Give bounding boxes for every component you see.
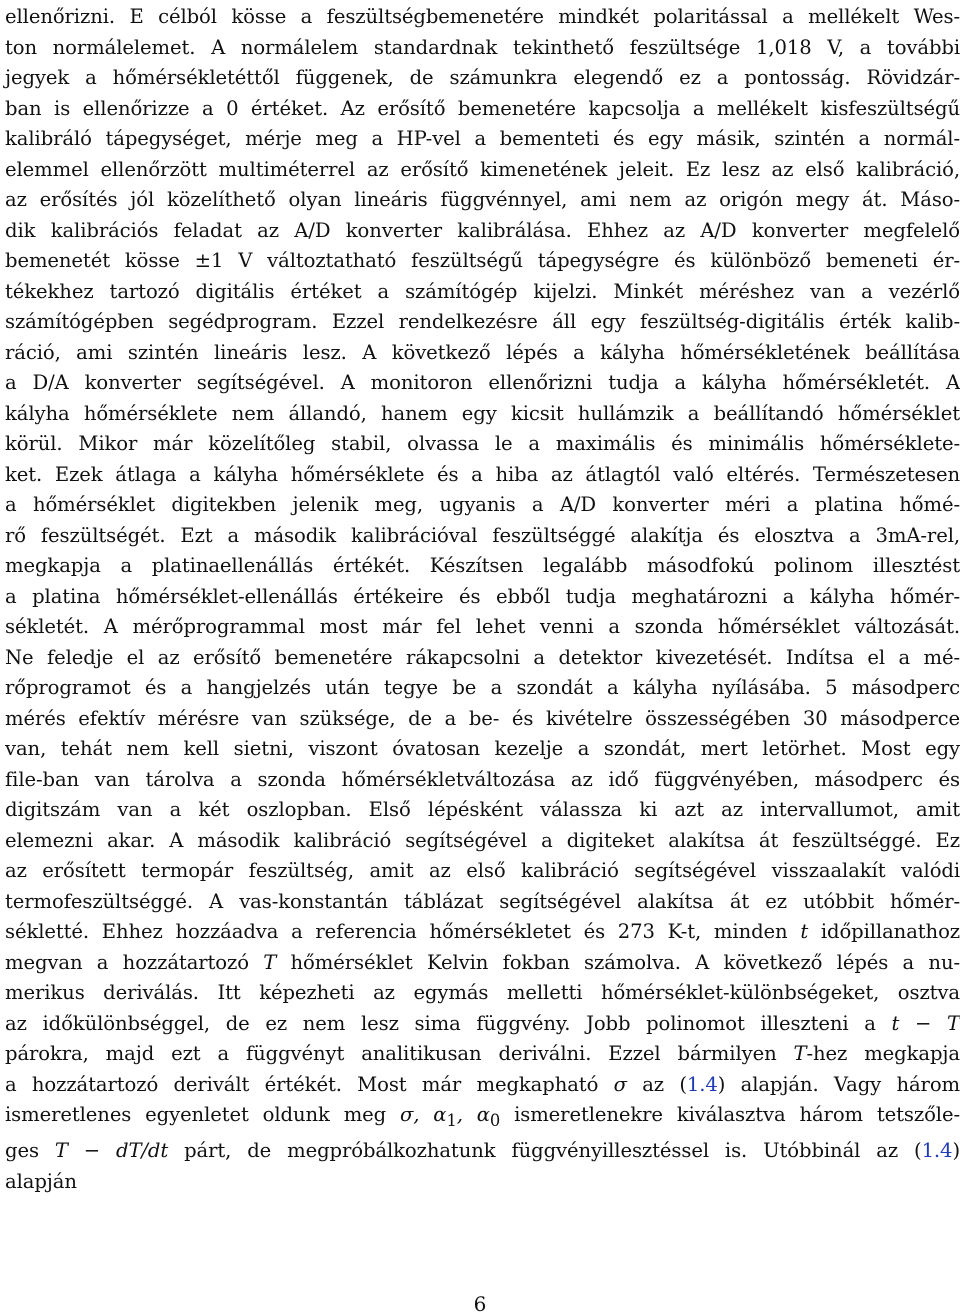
text-line: termofeszültséggé. A vas-konstantán táblázat segítségével alakítsa át ez utóbbit hőmér- <box>5 889 960 913</box>
text-line <box>5 1009 960 1040</box>
text-line: az erősítés jól közelíthető olyan lineáris függvénnyel, ami nem az origón megy át. Máso- <box>5 188 960 211</box>
math-expression: t − T <box>875 1011 960 1035</box>
text-line: ráció, ami szintén lineáris lesz. A következő lépés a kályha hőmérsékletének beállítása <box>5 340 960 364</box>
equation-reference-link[interactable]: 1.4 <box>921 1139 953 1163</box>
text-line: tékekhez tartozó digitális értéket a számítógép kijelzi. Minkét méréshez van a vezérlő <box>5 279 960 303</box>
text-line: jegyek a hőmérsékletéttől függenek, de számunkra elegendő ez a pontosság. Rövidzár- <box>5 66 960 89</box>
text-segment: sékletté. Ehhez hozzáadva a referencia hőmérsékletet és 273 K-t, minden <box>5 920 788 943</box>
math-variable: T <box>793 1042 807 1065</box>
text-segment: ges <box>5 1139 39 1163</box>
text-line <box>5 1100 960 1136</box>
text-line: kályha hőmérséklete nem állandó, hanem egy kicsit hullámzik a beállítandó hőmérséklet <box>5 401 960 425</box>
text-line: merikus deriválás. Itt képezheti az egymás melletti hőmérséklet-különbségeket, osztva <box>5 981 960 1004</box>
math-variable: σ <box>598 1072 627 1096</box>
text-line: rő feszültségét. Ezt a második kalibrációval feszültséggé alakítja és elosztva a 3mA-rel, <box>5 523 960 547</box>
text-line: elemezni akar. A második kalibráció segítségével a digiteket alakítsa át feszültséggé. Ez <box>5 828 960 852</box>
text-line: Ne feledje el az erősítő bemenetére rákapcsolni a detektor kivezetését. Indítsa el a mé- <box>5 645 960 669</box>
text-line: a hőmérséklet digitekben jelenik meg, ugyanis a A/D konverter méri a platina hőmé- <box>5 493 960 516</box>
text-line: a platina hőmérséklet-ellenállás értékeire és ebből tudja meghatározni a kályha hőmér- <box>5 584 960 608</box>
text-segment: ismeretlenes egyenletet oldunk meg <box>5 1103 387 1126</box>
text-line: rőprogramot és a hangjelzés után tegye be a szondát a kályha nyílásába. 5 másodperc <box>5 676 960 699</box>
body-paragraph <box>5 2 960 1197</box>
text-line: elemmel ellenőrzött multiméterrel az erősítő kimenetének jeleit. Ez lesz az első kalibráció, <box>5 157 960 181</box>
text-line: a D/A konverter segítségével. A monitoron ellenőrizni tudja a kályha hőmérsékletét. A <box>5 371 960 394</box>
text-segment: az időkülönbséggel, de ez nem lesz sima függvény. Jobb polinomot illeszteni a <box>5 1011 876 1035</box>
equation-reference-link[interactable]: 1.4 <box>686 1072 718 1096</box>
text-line <box>5 1070 960 1101</box>
text-segment: párokra, majd ezt a függvényt analitikusan deriválni. Ezzel bármilyen <box>5 1042 777 1065</box>
math-subscript: 0 <box>489 1110 501 1130</box>
page-number: 6 <box>473 1292 487 1316</box>
text-line <box>5 917 960 948</box>
math-expression: T − dT/dt <box>38 1139 169 1163</box>
text-line: az erősített termopár feszültség, amit az első kalibráció segítségével visszaalakít valódi <box>5 859 960 882</box>
text-line: ket. Ezek átlaga a kályha hőmérséklete és a hiba az átlagtól való eltérés. Természetesen <box>5 462 960 486</box>
text-line: mérés efektív mérésre van szüksége, de a be- és kivételre összességében 30 másodperce <box>5 706 960 730</box>
text-segment: a hozzátartozó derivált értékét. Most már megkapható <box>5 1072 599 1096</box>
math-subscript: 1 <box>446 1110 457 1130</box>
text-segment: párt, de megpróbálkozhatunk függvényillesztéssel is. Utóbbinál az ( <box>168 1139 922 1163</box>
math-variable: T <box>263 950 277 974</box>
text-line: ton normálelemet. A normálelem standardnak tekinthető feszültsége 1,018 V, a további <box>5 35 960 59</box>
text-line <box>5 1039 960 1070</box>
text-line <box>5 1136 960 1167</box>
text-segment: -hez megkapja <box>806 1042 960 1065</box>
math-expression: σ, α <box>386 1103 447 1126</box>
text-segment: ) <box>952 1139 960 1163</box>
text-line: körül. Mikor már közelítőleg stabil, olvassa le a maximális és minimális hőmérséklete- <box>5 432 960 455</box>
text-line: digitszám van a két oszlopban. Első lépésként válassza ki azt az intervallumot, amit <box>5 798 960 821</box>
text-line: kalibráló tápegységet, mérje meg a HP-vel a bementeti és egy másik, szintén a normál- <box>5 127 960 150</box>
text-segment: ) alapján. Vagy három <box>717 1072 960 1096</box>
text-segment: időpillanathoz <box>808 920 960 943</box>
text-line: bemenetét kösse ±1 V változtatható feszültségű tápegységre és különböző bemeneti ér- <box>5 249 960 272</box>
text-segment: hőmérséklet Kelvin fokban számolva. A következő lépés a nu- <box>276 950 960 974</box>
text-line: ellenőrizni. E célból kösse a feszültségbemenetére mindkét polaritással a mellékelt Wes- <box>5 5 960 28</box>
text-line: dik kalibrációs feladat az A/D konverter kalibrálása. Ehhez az A/D konverter megfelelő <box>5 218 960 242</box>
text-segment: ismeretlenekre kiválasztva három tetszőle- <box>500 1103 960 1126</box>
math-variable: t <box>800 920 809 943</box>
text-line: van, tehát nem kell sietni, viszont óvatosan kezelje a szondát, mert letörhet. Most egy <box>5 737 960 760</box>
text-segment: az ( <box>626 1072 687 1096</box>
text-line <box>5 948 960 979</box>
text-line: számítógépben segédprogram. Ezzel rendelkezésre áll egy feszültség-digitális érték kalib- <box>5 310 960 333</box>
math-expression: , α <box>456 1103 490 1126</box>
text-line: alapján <box>5 1169 77 1193</box>
text-line: megkapja a platinaellenállás értékét. Készítsen legalább másodfokú polinom illesztést <box>5 554 960 577</box>
text-line: sékletét. A mérőprogrammal most már fel lehet venni a szonda hőmérséklet változását. <box>5 615 960 638</box>
text-line: file-ban van tárolva a szonda hőmérsékletváltozása az idő függvényében, másodperc és <box>5 767 960 791</box>
text-line: ban is ellenőrizze a 0 értéket. Az erősítő bemenetére kapcsolja a mellékelt kisfeszültségű <box>5 96 960 120</box>
text-segment: megvan a hozzátartozó <box>5 950 249 974</box>
